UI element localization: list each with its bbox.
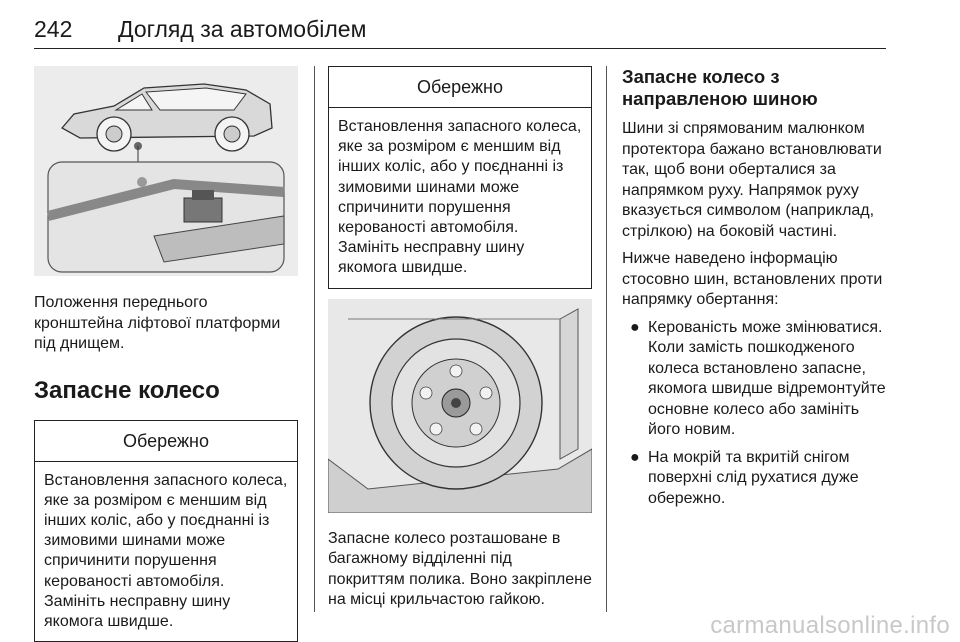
- column-divider: [606, 66, 607, 612]
- bullet-item: [622, 448, 888, 510]
- spare-wheel-drawing: [328, 299, 592, 513]
- illustration-caption: Запасне колесо розташоване в багажному відділенні під покриттям полика. Воно закріплене на місці крильчастою гайкою.: [328, 529, 592, 609]
- bullet-item: [622, 318, 888, 441]
- paragraph: Нижче наведено інформацію стосовно шин, встановлених проти напрямку обертання:: [622, 250, 883, 308]
- section-heading: Запасне колесо: [34, 376, 220, 404]
- warning-box: [328, 66, 592, 289]
- page-title: Догляд за автомобілем: [118, 16, 367, 42]
- column-divider: [314, 66, 315, 612]
- bullet-marker: ●: [630, 318, 640, 336]
- bullet-text: На мокрій та вкритій снігом поверхні слід рухатися дуже обережно.: [648, 448, 859, 507]
- warning-text: Встановлення запасного колеса, яке за розміром є меншим від інших коліс, або у поєднанні із зимовими шинами може спричинити порушення керованості автомобіля. Замініть несправну шину якомога швидше.: [338, 118, 582, 277]
- bullet-text: Керованість може змінюватися. Коли замість пошкодженого колеса встановлено запасне, якомога швидше відремонтуйте основне колесо або замініть його новим.: [648, 318, 886, 438]
- subsection-heading: Запасне колесо з направленою шиною: [622, 66, 818, 109]
- car-lift-point-illustration: [34, 66, 298, 276]
- car-lift-point-drawing: [34, 66, 298, 276]
- spare-wheel-illustration: [328, 299, 592, 513]
- illustration-caption: Положення переднього кронштейна ліфтової платформи під днищем.: [34, 294, 281, 352]
- column-left: [34, 66, 298, 642]
- paragraph: Шини зі спрямованим малюнком протектора бажано встановлювати так, щоб вони оберталися за напрямком руху. Напрямок руху вказується символом (наприклад, стрілкою) на боковій частині.: [622, 120, 882, 240]
- warning-title: Обережно: [35, 421, 297, 462]
- page-header: [34, 14, 886, 49]
- column-right: [622, 66, 888, 509]
- bullet-marker: ●: [630, 448, 640, 466]
- warning-box: [34, 420, 298, 642]
- column-middle: [328, 66, 592, 611]
- page-number: 242: [34, 16, 73, 42]
- warning-text: Встановлення запасного колеса, яке за розміром є меншим від інших коліс, або у поєднанні із зимовими шинами може спричинити порушення керованості автомобіля. Замініть несправну шину якомога швидше.: [44, 471, 288, 630]
- warning-title: Обережно: [329, 67, 591, 108]
- watermark: carmanualsonline.info: [710, 612, 950, 639]
